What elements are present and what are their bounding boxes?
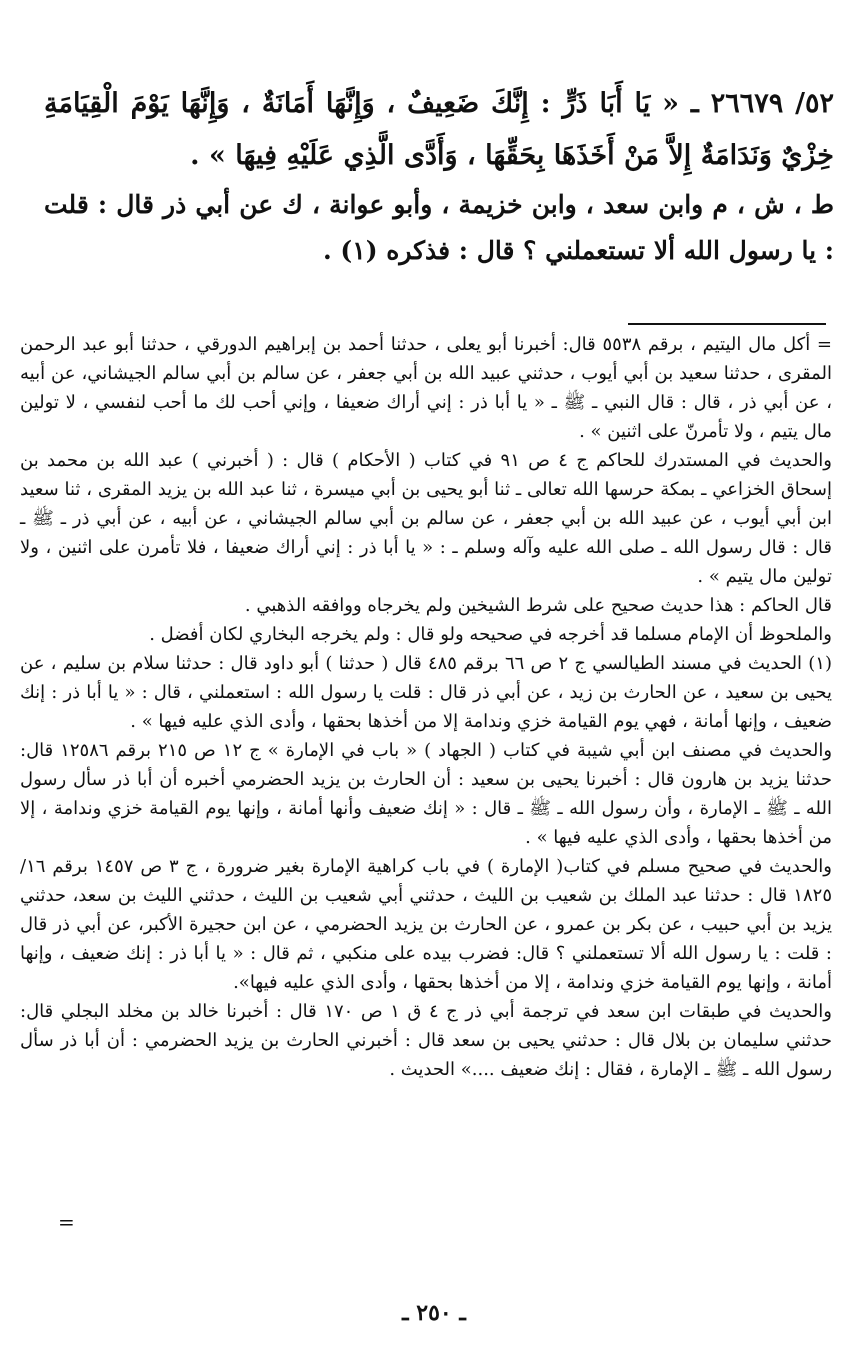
footnote-paragraph: والحديث في المستدرك للحاكم ج ٤ ص ٩١ في كتاب ( الأحكام ) قال : ( أخبرني ) عبد الله بن محمد بن إسحاق الخزاعي ـ بمكة حرسها الله تعالى ـ ثنا أبو يحيى بن أبي ميسرة ، ثنا عبد الله بن يزيد المقرى ، ثنا سعيد ابن أبي أيوب ، عن عبيد الله بن أبي جعفر ، عن سالم بن أبي سالم الجيشاني ، عن أبيه ، عن أبي ذر ـ ﷺ ـ قال : قال رسول الله ـ صلى الله عليه وآله وسلم ـ : « يا أبا ذر : إني أراك ضعيفا ، فلا تأمرن على اثنين ، ولا تولين مال يتيم » . bbox=[20, 450, 832, 587]
main-text bbox=[44, 78, 834, 274]
footnotes bbox=[20, 330, 832, 1084]
footnote-separator bbox=[628, 323, 826, 325]
footnote-paragraph: والملحوظ أن الإمام مسلما قد أخرجه في صحيحه ولو قال : ولم يخرجه البخاري لكان أفضل . bbox=[149, 624, 832, 645]
footnote-paragraph: = أكل مال اليتيم ، برقم ٥٥٣٨ قال: أخبرنا أبو يعلى ، حدثنا أحمد بن إبراهيم الدورقي ، حدثنا أبو عبد الرحمن المقرى ، حدثنا سعيد بن أبي أيوب ، حدثني عبيد الله بن أبي جعفر ، عن سالم بن أبي سالم الجيشاني، عن أبيه ، عن أبي ذر ، قال : قال النبي ـ ﷺ ـ « يا أبا ذر : إني أراك ضعيفا ، وإني أحب لك ما أحب لنفسي ، لا تولين مال يتيم ، ولا تأمرنّ على اثنين » . bbox=[20, 334, 832, 442]
footnote-paragraph: والحديث في صحيح مسلم في كتاب( الإمارة ) في باب كراهية الإمارة بغير ضرورة ، ج ٣ ص ١٤٥٧ برقم ١٦/ ١٨٢٥ قال : حدثنا عبد الملك بن شعيب بن الليث ، حدثني أبي شعيب بن الليث ، حدثني الليث بن سعد، حدثني يزيد بن أبي حبيب ، عن بكر بن عمرو ، عن الحارث بن يزيد الحضرمي ، عن ابن حجيرة الأكبر، عن أبي ذر قال : قلت : يا رسول الله ألا تستعملني ؟ قال: فضرب بيده على منكبي ، ثم قال : « يا أبا ذر : إنك ضعيف ، وإنها أمانة ، وإنها يوم القيامة خزي وندامة ، إلا من أخذها بحقها ، وأدى الذي عليه فيها». bbox=[20, 856, 833, 993]
hadith-source: ط ، ش ، م وابن سعد ، وابن خزيمة ، وأبو عوانة ، ك عن أبي ذر قال : قلت : يا رسول الله ألا تستعملني ؟ قال : فذكره (١) . bbox=[44, 190, 834, 265]
page-number: ـ ٢٥٠ ـ bbox=[402, 1300, 466, 1326]
continuation-mark: = bbox=[58, 1210, 75, 1234]
footnote-paragraph: والحديث في مصنف ابن أبي شيبة في كتاب ( الجهاد ) « باب في الإمارة » ج ١٢ ص ٢١٥ برقم ١٢٥٨٦ قال: حدثنا يزيد بن هارون قال : أخبرنا يحيى بن سعيد : أن الحارث بن يزيد الحضرمي أخبره أن أبا ذر سأل رسول الله ـ ﷺ ـ الإمارة ، وأن رسول الله ـ ﷺ ـ قال : « إنك ضعيف وأنها أمانة ، وإنها يوم القيامة خزي وندامة ، إلا من أخذها بحقها ، وأدى الذي عليه فيها » . bbox=[20, 740, 833, 848]
footnote-paragraph: قال الحاكم : هذا حديث صحيح على شرط الشيخين ولم يخرجاه ووافقه الذهبي . bbox=[244, 595, 832, 616]
footnote-paragraph: (١) الحديث في مسند الطيالسي ج ٢ ص ٦٦ برقم ٤٨٥ قال ( حدثنا ) أبو داود قال : حدثنا سلام بن سليم ، عن يحيى بن سعيد ، عن الحارث بن زيد ، عن أبي ذر قال : قلت يا رسول الله : استعملني ، قال : « يا أبا ذر : إنك ضعيف ، وإنها أمانة ، فهي يوم القيامة خزي وندامة إلا من أخذها بحقها ، وأدى الذي عليه فيها » . bbox=[20, 653, 832, 732]
hadith-text: ٥٢/ ٢٦٦٧٩ ـ « يَا أَبَا ذَرٍّ : إِنَّكَ ضَعِيفٌ ، وَإِنَّهَا أَمَانَةٌ ، وَإِنَّهَا يَوْمَ الْقِيَامَةِ خِزْيٌ وَنَدَامَةٌ إِلاَّ مَنْ أَخَذَهَا بِحَقِّهَا ، وَأَدَّى الَّذِي عَلَيْهِ فِيهَا » . bbox=[44, 88, 835, 171]
footnote-paragraph: والحديث في طبقات ابن سعد في ترجمة أبي ذر ج ٤ ق ١ ص ١٧٠ قال : أخبرنا خالد بن مخلد البجلي قال: حدثني سليمان بن بلال قال : حدثني يحيى بن سعد قال : أخبرني الحارث بن يزيد الحضرمي : أن أبا ذر سأل رسول الله ـ ﷺ ـ الإمارة ، فقال : إنك ضعيف ....» الحديث . bbox=[20, 1001, 832, 1080]
